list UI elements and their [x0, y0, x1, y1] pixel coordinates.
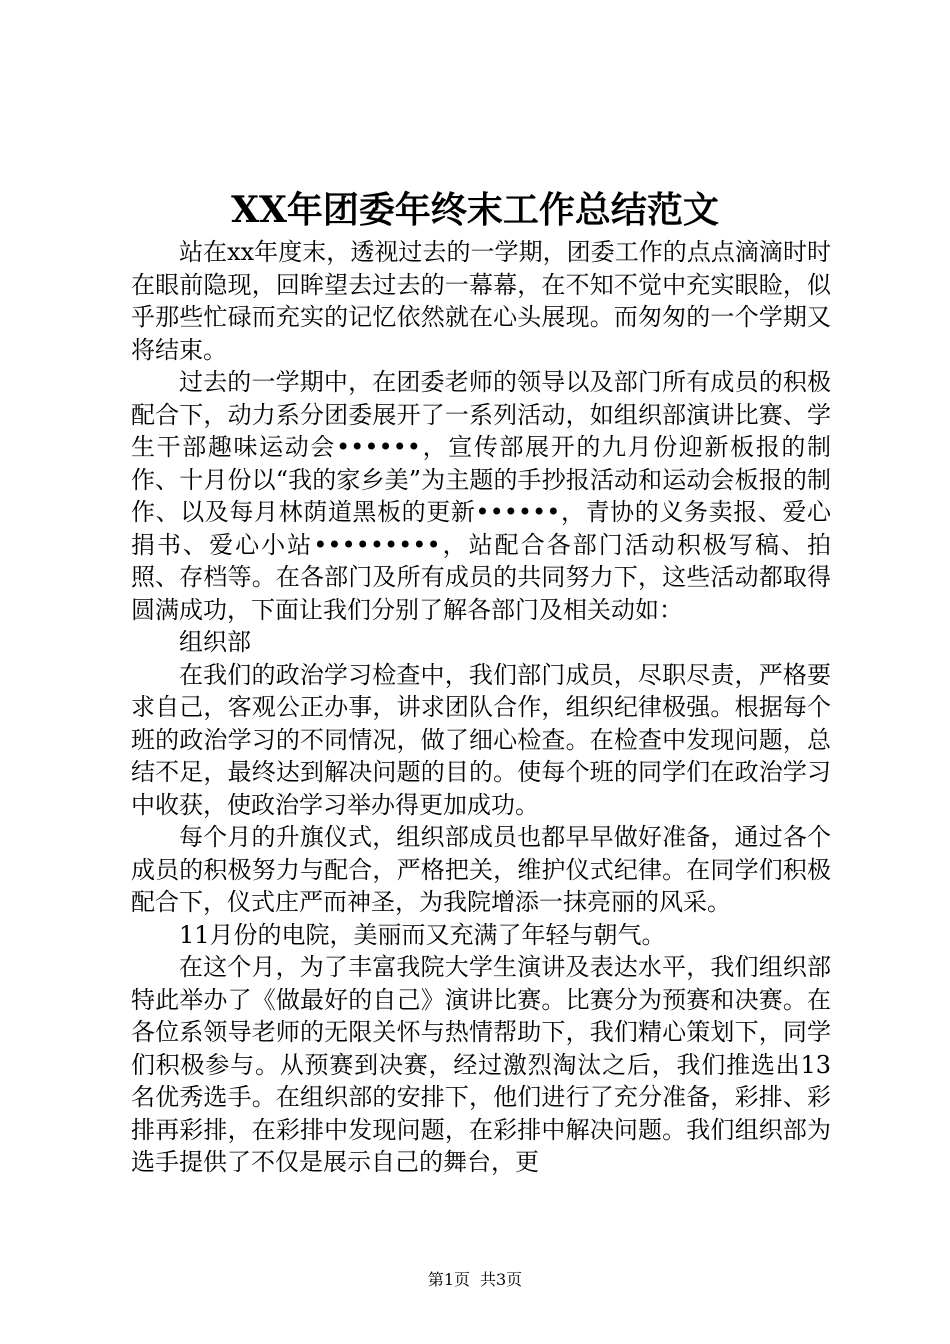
- document-title: XX年团委年终末工作总结范文: [231, 189, 719, 231]
- page-footer: [0, 1269, 950, 1291]
- section-heading-organization-dept: 组织部: [179, 628, 251, 656]
- document-body: [131, 236, 831, 1179]
- page-number: 第1页: [427, 1270, 470, 1289]
- paragraph-political-study: 在我们的政治学习检查中，我们部门成员，尽职尽责，严格要求自己，客观公正办事，讲求团队合作，组织纪律极强。根据每个班的政治学习的不同情况，做了细心检查。在检查中发现问题，总结不足，最终达到解决问题的目的。使每个班的同学们在政治学习中收获，使政治学习举办得更加成功。: [131, 660, 831, 819]
- paragraph-flag-ceremony: 每个月的升旗仪式，组织部成员也都早早做好准备，通过各个成员的积极努力与配合，严格把关，维护仪式纪律。在同学们积极配合下，仪式庄严而神圣，为我院增添一抹亮丽的风采。: [131, 823, 831, 916]
- paragraph-november: 11月份的电院，美丽而又充满了年轻与朝气。: [179, 920, 666, 949]
- paragraph-intro: 站在xx年度末，透视过去的一学期，团委工作的点点滴滴时时在眼前隐现，回眸望去过去的一幕幕，在不知不觉中充实眼睑，似乎那些忙碌而充实的记忆依然就在心头展现。而匆匆的一个学期又将结束。: [131, 238, 831, 364]
- paragraph-activities: 过去的一学期中，在团委老师的领导以及部门所有成员的积极配合下，动力系分团委展开了一系列活动，如组织部演讲比赛、学生干部趣味运动会••••••，宣传部展开的九月份迎新板报的制作、十月份以“我的家乡美”为主题的手抄报活动和运动会板报的制作、以及每月林荫道黑板的更新••••••，青协的义务卖报、爱心捐书、爱心小站•••••••••，站配合各部门活动积极写稿、拍照、存档等。在各部门及所有成员的共同努力下，这些活动都取得圆满成功，下面让我们分别了解各部门及相关动如：: [131, 368, 831, 624]
- paragraph-speech-contest: 在这个月，为了丰富我院大学生演讲及表达水平，我们组织部特此举办了《做最好的自己》演讲比赛。比赛分为预赛和决赛。在各位系领导老师的无限关怀与热情帮助下，我们精心策划下，同学们积极参与。从预赛到决赛，经过激烈淘汰之后，我们推选出13名优秀选手。在组织部的安排下，他们进行了充分准备，彩排、彩排再彩排，在彩排中发现问题，在彩排中解决问题。我们组织部为选手提供了不仅是展示自己的舞台，更: [131, 953, 831, 1176]
- page-total: 共3页: [480, 1270, 523, 1289]
